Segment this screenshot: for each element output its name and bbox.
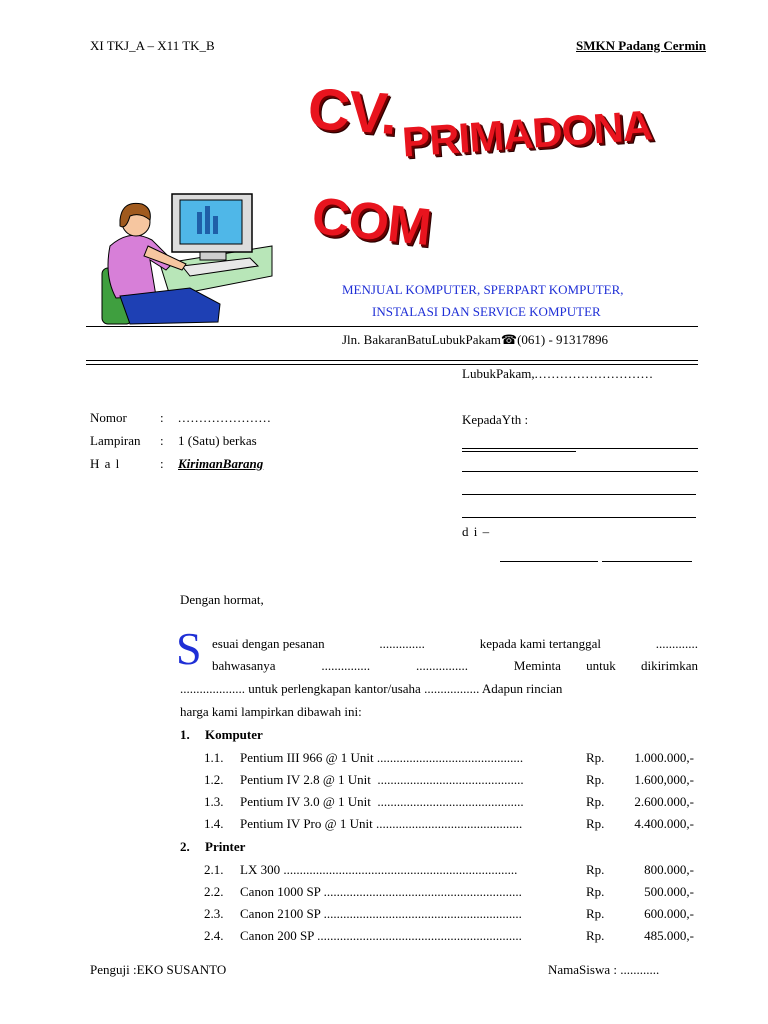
hal-value: KirimanBarang: [178, 456, 264, 471]
logo-com: COM: [309, 186, 434, 258]
section-2-title: Printer: [205, 839, 246, 854]
lampiran-colon: :: [160, 433, 164, 448]
item-2-1-no: 2.1.: [204, 862, 224, 877]
footer-right-dots: ............: [620, 962, 660, 977]
body-line1-dots1: ..............: [379, 636, 425, 651]
item-1-4-name: Pentium IV Pro @ 1 Unit .............................................: [240, 816, 523, 831]
item-1-4-amount: 4.400.000,-: [634, 816, 694, 831]
nomor-value: ......................: [178, 410, 272, 425]
body-line3-b: . Adapun rincian: [476, 681, 563, 696]
body-line3-a: . untuk perlengkapan kantor/usaha: [241, 681, 421, 696]
body-line1-a: esuai dengan pesanan: [212, 636, 325, 651]
body-line-2: [212, 658, 698, 674]
footer-right-label: NamaSiswa :: [548, 962, 617, 977]
item-1-1-no: 1.1.: [204, 750, 224, 765]
lampiran-label: Lampiran: [90, 433, 141, 448]
recipient-di: d i –: [462, 524, 491, 539]
section-1-title: Komputer: [205, 727, 263, 742]
body-line3-dots: ...................: [180, 681, 242, 696]
body-line3-dots2: ................: [424, 681, 477, 696]
body-line1-dots2: .............: [655, 636, 698, 651]
recipient-line-1b: [462, 451, 576, 452]
footer-left: Penguji :EKO SUSANTO: [90, 962, 227, 977]
logo-primadona: PRIMADONA: [400, 101, 654, 166]
item-1-4-rp: Rp.: [586, 816, 605, 831]
dropcap: S: [176, 623, 202, 674]
recipient-city-line-1: [500, 561, 598, 562]
body-line-4: harga kami lampirkan dibawah ini:: [180, 704, 362, 719]
item-2-3-no: 2.3.: [204, 906, 224, 921]
address-phone: (061) - 91317896: [517, 332, 609, 347]
item-1-3-rp: Rp.: [586, 794, 605, 809]
recipient-line-3: [462, 494, 696, 495]
body-line2-b: Meminta untuk dikirimkan: [513, 658, 698, 673]
body-line-3: [180, 681, 562, 697]
phone-icon: ☎: [500, 332, 518, 347]
item-1-3-amount: 2.600.000,-: [634, 794, 694, 809]
item-2-1-name: LX 300 ........................................................................: [240, 862, 518, 877]
item-1-2-name: Pentium IV 2.8 @ 1 Unit .............................................: [240, 772, 524, 787]
body-line1-b: kepada kami tertanggal: [479, 636, 601, 651]
item-1-1-amount: 1.000.000,-: [634, 750, 694, 765]
item-2-1-amount: 800.000,-: [644, 862, 694, 877]
hal-colon: :: [160, 456, 164, 471]
tagline-line2: INSTALASI DAN SERVICE KOMPUTER: [372, 304, 601, 319]
item-1-4-no: 1.4.: [204, 816, 224, 831]
item-2-3-rp: Rp.: [586, 906, 605, 921]
item-1-1-rp: Rp.: [586, 750, 605, 765]
recipient-city-line-2: [602, 561, 692, 562]
body-line2-a: bahwasanya: [212, 658, 276, 673]
lampiran-value: 1 (Satu) berkas: [178, 433, 257, 448]
header-rule: [86, 326, 698, 327]
section-1-number: 1.: [180, 727, 190, 742]
header-left: XI TKJ_A – X11 TK_B: [90, 38, 215, 53]
item-1-2-rp: Rp.: [586, 772, 605, 787]
item-2-2-amount: 500.000,-: [644, 884, 694, 899]
item-2-3-name: Canon 2100 SP .............................................................: [240, 906, 522, 921]
item-1-2-no: 1.2.: [204, 772, 224, 787]
footer-right: [548, 962, 659, 978]
place-date: [462, 366, 654, 382]
item-1-3-no: 1.3.: [204, 794, 224, 809]
body-line-1: [212, 636, 698, 652]
header-right: SMKN Padang Cermin: [576, 38, 706, 53]
address-street: Jln. BakaranBatuLubukPakam: [342, 332, 501, 347]
place-date-dots: ............................: [534, 366, 654, 381]
item-2-1-rp: Rp.: [586, 862, 605, 877]
recipient-label: KepadaYth :: [462, 412, 529, 427]
address: [342, 332, 608, 348]
item-2-3-amount: 600.000,-: [644, 906, 694, 921]
item-1-1-name: Pentium III 966 @ 1 Unit .............................................: [240, 750, 524, 765]
address-rule-1: [86, 360, 698, 361]
item-2-2-name: Canon 1000 SP .............................................................: [240, 884, 522, 899]
hal-label: H a l: [90, 456, 121, 471]
recipient-line-1: [462, 448, 698, 449]
nomor-label: Nomor: [90, 410, 127, 425]
item-2-4-amount: 485.000,-: [644, 928, 694, 943]
place-date-text: LubukPakam,: [462, 366, 535, 381]
item-2-2-no: 2.2.: [204, 884, 224, 899]
item-1-2-amount: 1.600,000,-: [634, 772, 694, 787]
section-2-number: 2.: [180, 839, 190, 854]
woman-computer-icon: [90, 186, 275, 326]
logo-cv: CV.: [305, 75, 399, 148]
item-1-3-name: Pentium IV 3.0 @ 1 Unit .............................................: [240, 794, 524, 809]
item-2-4-rp: Rp.: [586, 928, 605, 943]
body-line2-dots2: ................: [416, 658, 469, 673]
tagline-line1: MENJUAL KOMPUTER, SPERPART KOMPUTER,: [342, 282, 624, 297]
recipient-line-4: [462, 517, 696, 518]
item-2-4-no: 2.4.: [204, 928, 224, 943]
body-line2-dots1: ...............: [321, 658, 371, 673]
item-2-4-name: Canon 200 SP ...............................................................: [240, 928, 522, 943]
recipient-line-2: [462, 471, 698, 472]
greeting: Dengan hormat,: [180, 592, 264, 607]
item-2-2-rp: Rp.: [586, 884, 605, 899]
address-rule-2: [86, 364, 698, 365]
nomor-colon: :: [160, 410, 164, 425]
